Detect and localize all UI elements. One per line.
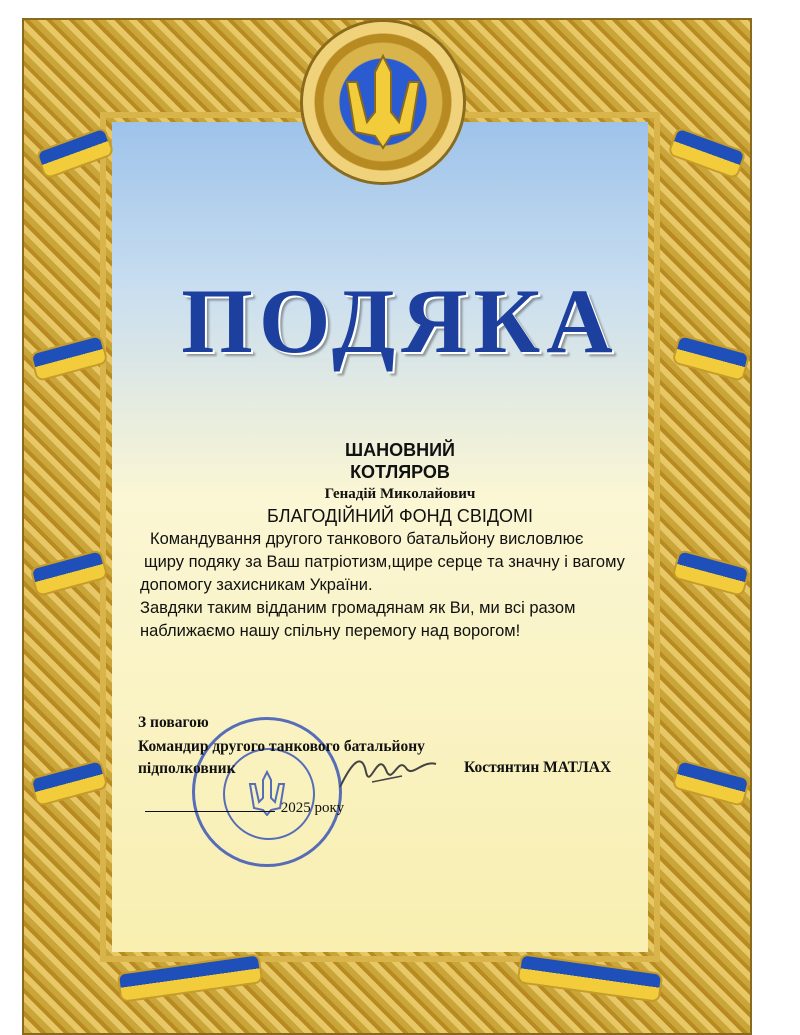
body-line: Командування другого танкового батальйону висловлює — [150, 530, 584, 548]
body-line: наближаємо нашу спільну перемогу над ворогом! — [140, 622, 521, 640]
certificate-title: ПОДЯКА — [181, 270, 619, 372]
date-suffix: року — [314, 800, 345, 816]
trident-icon — [339, 52, 427, 152]
recipient-surname: КОТЛЯРОВ — [350, 462, 450, 482]
date-year: 2025 — [280, 800, 311, 816]
recipient-given-names: Генадій Миколайович — [324, 486, 476, 502]
body-line: допомогу захисникам України. — [140, 576, 373, 594]
date-line — [145, 800, 344, 817]
signer-rank: підполковник — [138, 760, 236, 777]
salutation: ШАНОВНИЙ — [345, 440, 455, 460]
body-line: щиру подяку за Ваш патріотизм,щире серце та значну і вагому — [144, 553, 625, 571]
date-blank — [145, 811, 275, 812]
body-line: Завдяки таким відданим громадянам як Ви, ми всі разом — [140, 599, 576, 617]
signer-name: Костянтин МАТЛАХ — [464, 759, 612, 776]
coat-of-arms-emblem — [303, 22, 463, 182]
certificate-body — [140, 528, 660, 643]
handwritten-signature — [332, 742, 442, 802]
closing: З повагою — [138, 714, 209, 731]
recipient-organization: БЛАГОДІЙНИЙ ФОНД СВІДОМІ — [266, 506, 534, 526]
signer-position: Командир другого танкового батальйону — [138, 738, 425, 755]
